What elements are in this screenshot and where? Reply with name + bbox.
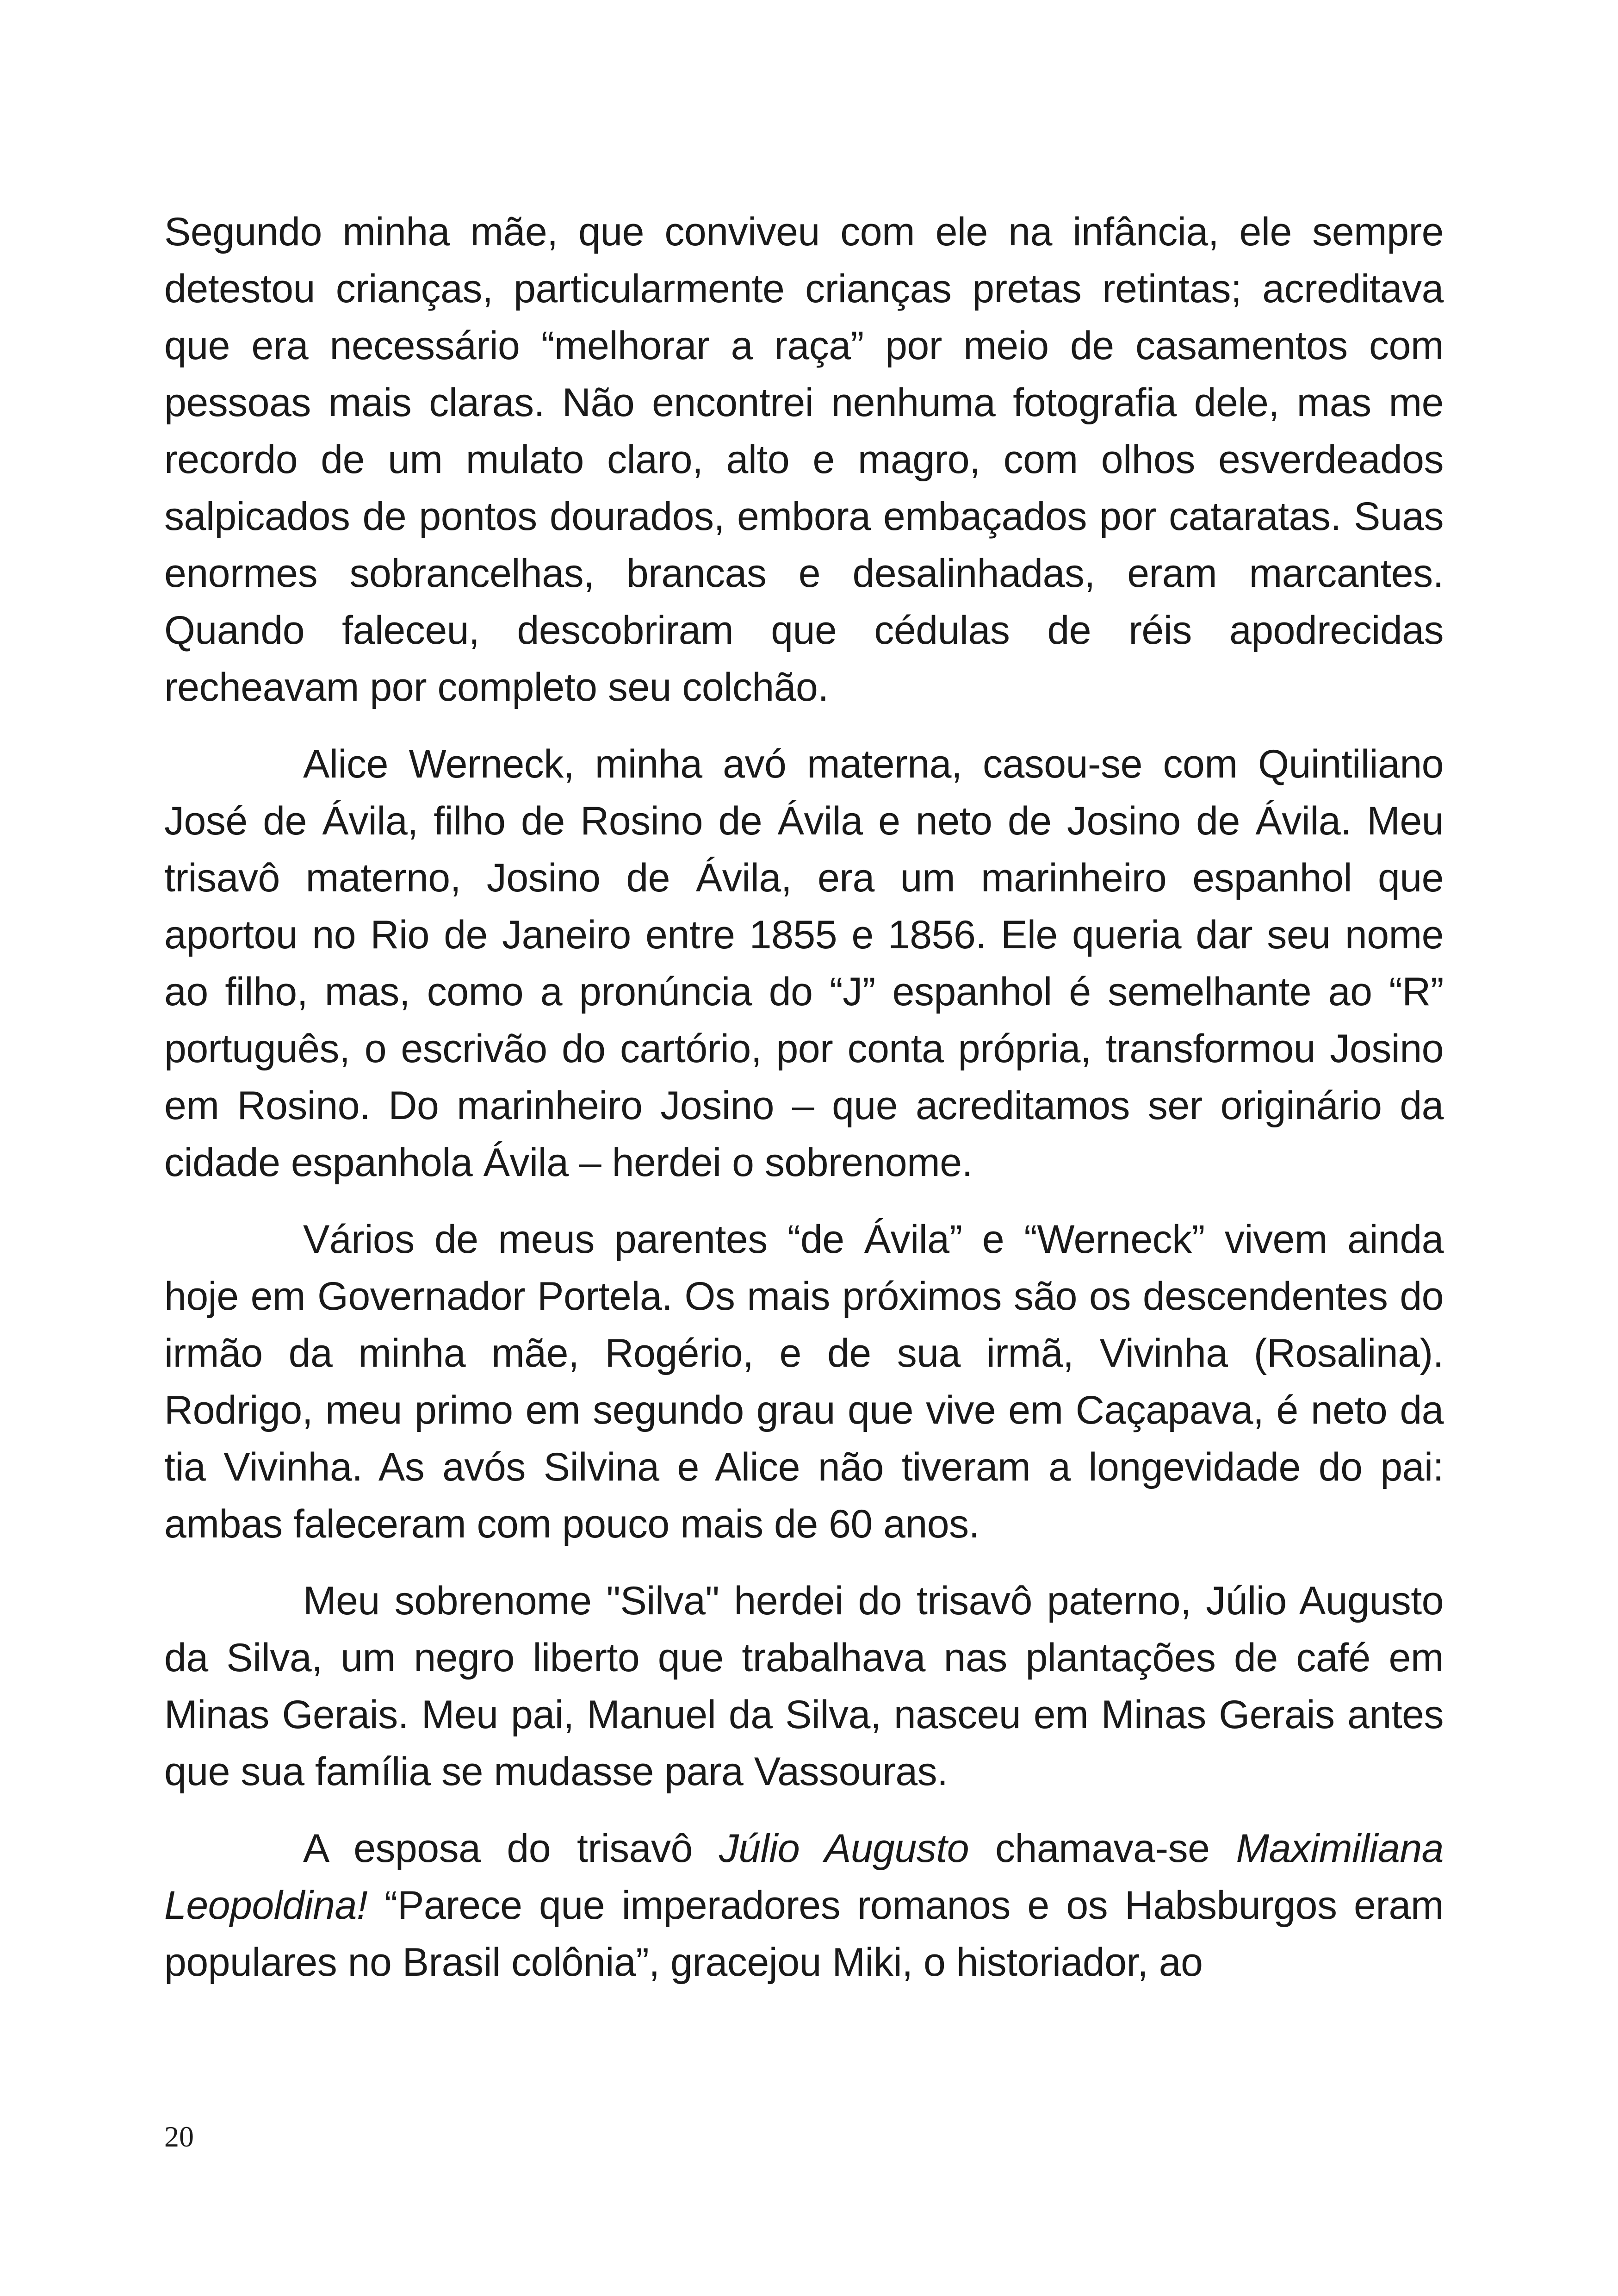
page-number: 20 (164, 2120, 194, 2153)
italic-name: Júlio Augusto (719, 1826, 969, 1871)
paragraph-last (164, 1820, 1444, 1991)
paragraph: Alice Werneck, minha avó materna, casou-se com Quintiliano José de Ávila, filho de Rosino de Ávila e neto de Josino de Ávila. Meu trisavô materno, Josino de Ávila, era um marinheiro espanhol que aportou no Rio de Janeiro entre 1855 e 1856. Ele queria dar seu nome ao filho, mas, como a pronúncia do “J” espanhol é semelhante ao “R” português, o escrivão do cartório, por conta própria, transformou Josino em Rosino. Do marinheiro Josino – que acreditamos ser originário da cidade espanhola Ávila – herdei o sobrenome. (164, 742, 1444, 1185)
text-run: chamava-se (969, 1826, 1236, 1871)
paragraph: Segundo minha mãe, que conviveu com ele na infância, ele sempre detestou crianças, particularmente crianças pretas retintas; acreditava que era necessário “melhorar a raça” por meio de casamentos com pessoas mais claras. Não encontrei nenhuma fotografia dele, mas me recordo de um mulato claro, alto e magro, com olhos esverdeados salpicados de pontos dourados, embora embaçados por cataratas. Suas enormes sobrancelhas, brancas e desalinhadas, eram marcantes. Quando faleceu, descobriram que cédulas de réis apodrecidas recheavam por completo seu colchão. (164, 210, 1444, 709)
text-run: A esposa do trisavô (303, 1826, 719, 1871)
paragraph: Meu sobrenome "Silva" herdei do trisavô paterno, Júlio Augusto da Silva, um negro liberto que trabalhava nas plantações de café em Minas Gerais. Meu pai, Manuel da Silva, nasceu em Minas Gerais antes que sua família se mudasse para Vassouras. (164, 1579, 1444, 1794)
paragraph: Vários de meus parentes “de Ávila” e “Werneck” vivem ainda hoje em Governador Portela. Os mais próximos são os descendentes do irmão da minha mãe, Rogério, e de sua irmã, Vivinha (Rosalina). Rodrigo, meu primo em segundo grau que vive em Caçapava, é neto da tia Vivinha. As avós Silvina e Alice não tiveram a longevidade do pai: ambas faleceram com pouco mais de 60 anos. (164, 1217, 1444, 1546)
body-text (164, 204, 1444, 2011)
text-run: “Parece que imperadores romanos e os Habsburgos eram populares no Brasil colônia”, gracejou Miki, o historiador, ao (164, 1883, 1444, 1985)
italic-name: Maximiliana Leopoldina! (164, 1826, 1444, 1928)
